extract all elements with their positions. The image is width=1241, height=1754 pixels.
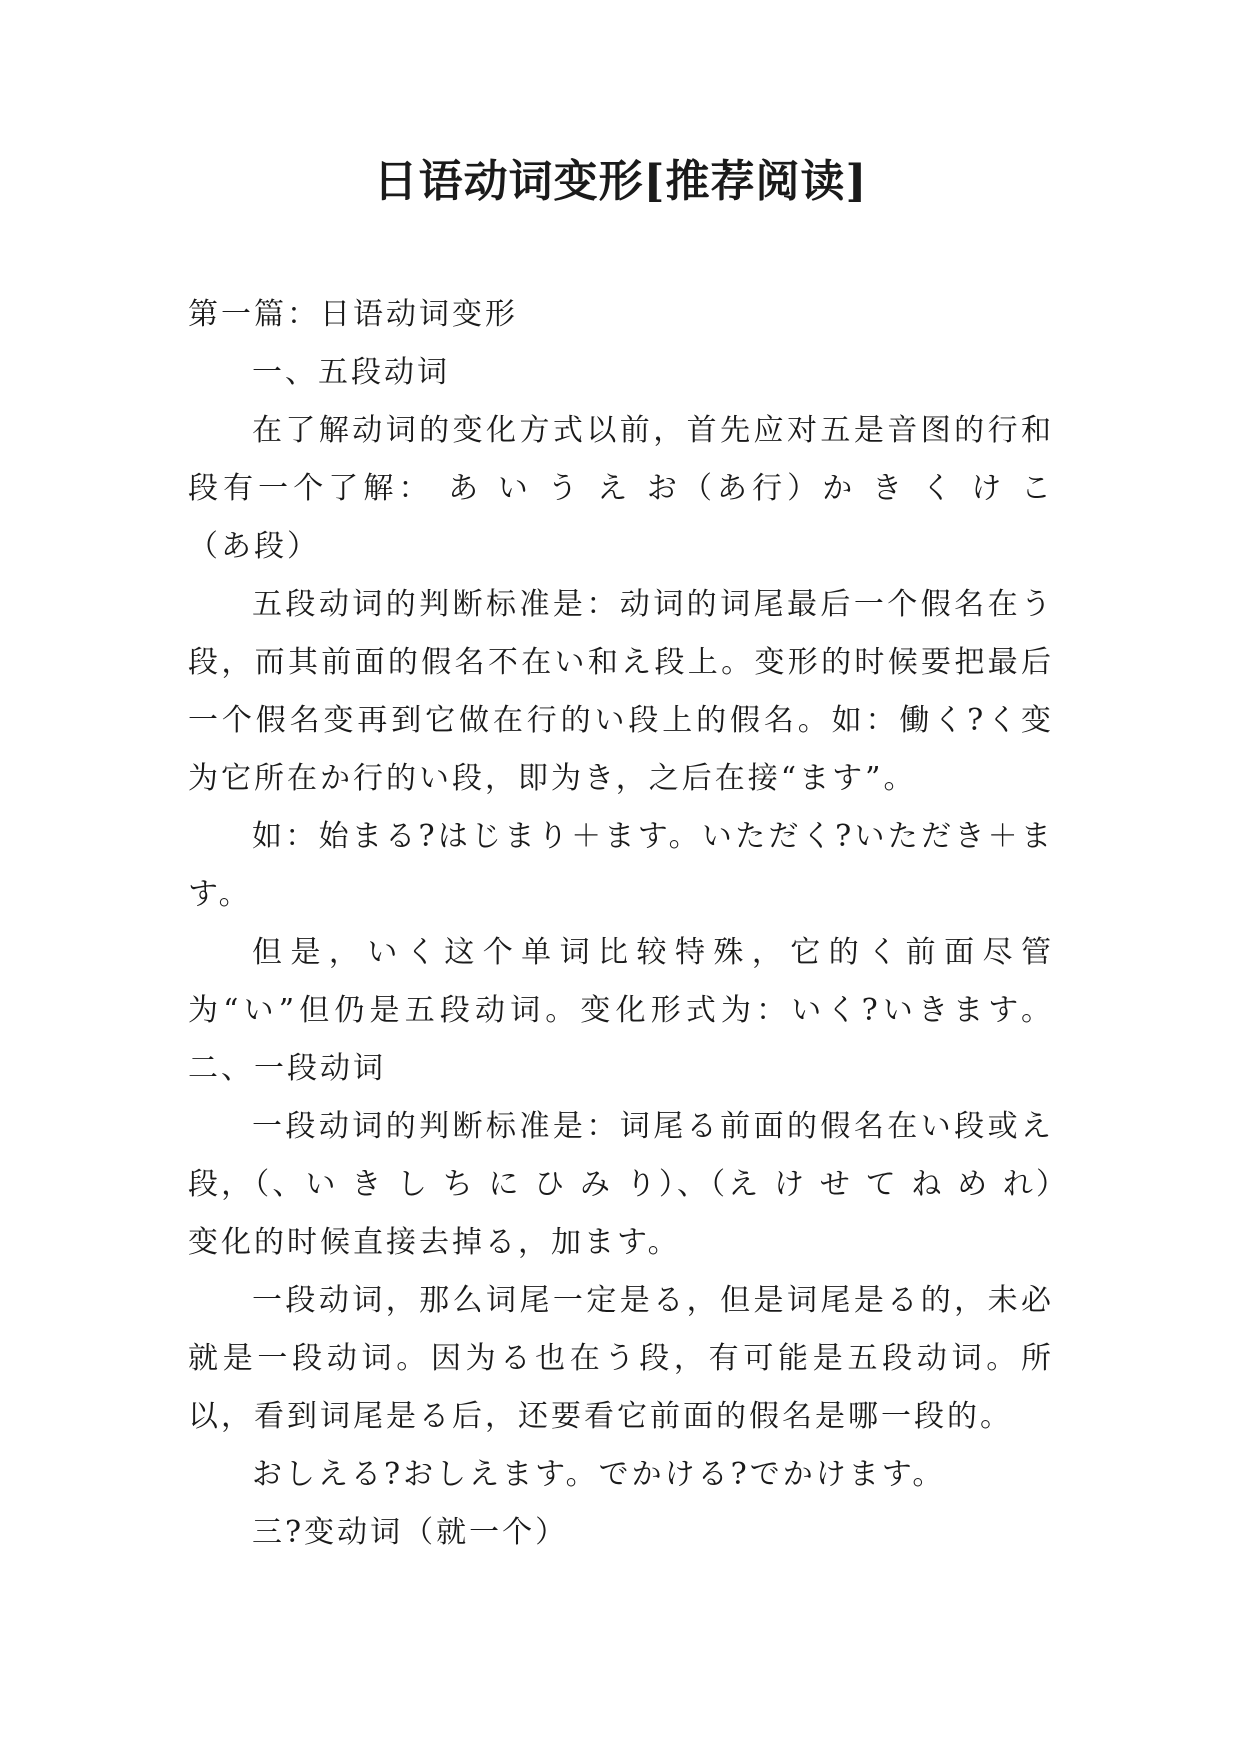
paragraph: 在了解动词的变化方式以前，首先应对五是音图的行和段有一个了解： あ い う え お（あ行）か き く け こ（あ段） [188, 413, 1054, 564]
subsection-heading: 一、五段动词 [252, 355, 450, 390]
paragraph: 五段动词的判断标准是：动词的词尾最后一个假名在う段，而其前面的假名不在い和え段上。变形的时候要把最后一个假名变再到它做在行的い段上的假名。如：働く?く变为它所在か行的い段，即为き，之后在接“ます”。 [188, 587, 1054, 796]
section-heading: 第一篇：日语动词变形 [188, 297, 518, 332]
paragraph: 一段动词，那么词尾一定是る，但是词尾是る的，未必就是一段动词。因为る也在う段，有可能是五段动词。所以，看到词尾是る后，还要看它前面的假名是哪一段的。 [188, 1283, 1054, 1434]
document-title: 日语动词变形[推荐阅读] [373, 156, 868, 207]
subsection-heading: 三?变动词（就一个） [252, 1515, 569, 1550]
paragraph: 一段动词的判断标准是：词尾る前面的假名在い段或え段，（、い き し ち に ひ み り）、（え け せ て ね め れ）变化的时候直接去掉る，加ます。 [188, 1109, 1054, 1260]
paragraph: 如：始まる?はじまり＋ます。いただく?いただき＋ます。 [188, 819, 1054, 912]
document-body [188, 286, 1054, 1562]
paragraph: 但是，いく这个单词比较特殊，它的く前面尽管为“い”但仍是五段动词。变化形式为：いく?いきます。二、一段动词 [188, 935, 1054, 1086]
paragraph: おしえる?おしえます。でかける?でかけます。 [252, 1457, 946, 1492]
